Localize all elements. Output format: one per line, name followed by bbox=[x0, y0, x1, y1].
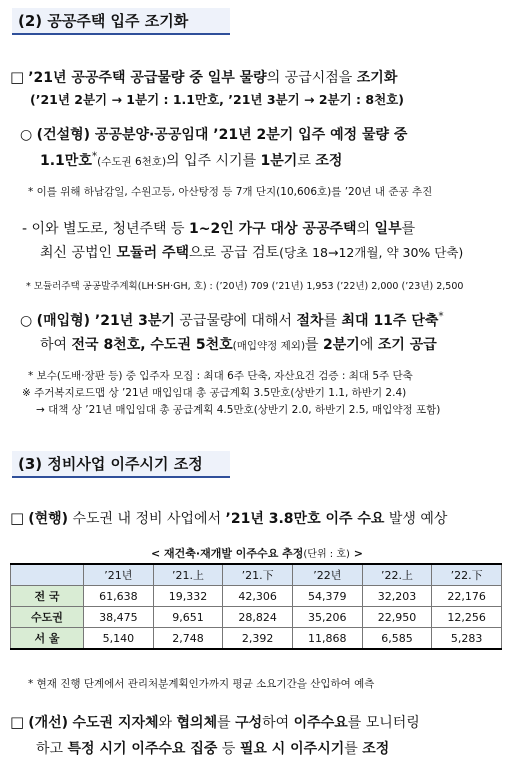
table-row-header: 서 울 bbox=[11, 628, 84, 650]
circle-bullet-icon: ○ bbox=[20, 127, 37, 143]
table-cell: 5,140 bbox=[84, 628, 154, 650]
section-2-point-1: □ ’21년 공공주택 공급물량 중 일부 물량의 공급시점을 조기화 bbox=[10, 68, 398, 86]
section-3-heading: (3) 정비사업 이주시기 조정 bbox=[12, 451, 230, 478]
section-2-point-1-detail: (’21년 2분기 → 1분기 : 1.1만호, ’21년 3분기 → 2분기 : 8천호) bbox=[30, 92, 404, 107]
table-row bbox=[11, 628, 502, 650]
circle-bullet-icon: ○ bbox=[20, 313, 37, 329]
table-header-cell: ’22년 bbox=[292, 564, 362, 586]
note-purchase-1: * 보수(도배·장판 등) 중 입주자 모집 : 최대 6주 단축, 자산요건 검증 : 최대 5주 단축 bbox=[28, 370, 413, 382]
modular-line-2: 최신 공법인 모듈러 주택으로 공급 검토(당초 18→12개월, 약 30% 단축) bbox=[40, 245, 464, 261]
table-header-cell: ’21.下 bbox=[223, 564, 293, 586]
modular-line-1: - 이와 별도로, 청년주택 등 1~2인 가구 대상 공공주택의 일부를 bbox=[22, 221, 416, 237]
square-bullet-icon: □ bbox=[10, 509, 25, 527]
table-row-header: 전 국 bbox=[11, 586, 84, 607]
square-bullet-icon: □ bbox=[10, 68, 25, 86]
table-cell: 11,868 bbox=[292, 628, 362, 650]
table-cell: 9,651 bbox=[153, 607, 223, 628]
note-modular-plan: * 모듈러주택 공공발주계획(LH·SH·GH, 호) : (’20년) 709 (’21년) 1,953 (’22년) 2,000 (’23년) 2,500 bbox=[26, 281, 464, 292]
section-2-heading: (2) 공공주택 입주 조기화 bbox=[12, 8, 230, 35]
table-cell: 19,332 bbox=[153, 586, 223, 607]
table-caption: < 재건축·재개발 이주수요 추정(단위 : 호) > bbox=[151, 547, 363, 560]
table-header-cell: ’22.下 bbox=[432, 564, 502, 586]
note-construction: * 이를 위해 하남감일, 수원고등, 아산탕정 등 7개 단지(10,606호)를 ’20년 내 준공 추진 bbox=[28, 186, 433, 198]
purchase-type-line-1: ○ (매입형) ’21년 3분기 공급물량에 대해서 절차를 최대 11주 단축* bbox=[20, 310, 444, 329]
table-cell: 54,379 bbox=[292, 586, 362, 607]
table-cell: 42,306 bbox=[223, 586, 293, 607]
note-purchase-2: ※ 주거복지로드맵 상 ’21년 매입임대 총 공급계획 3.5만호(상반기 1.1, 하반기 2.4) bbox=[22, 387, 407, 399]
table-cell: 28,824 bbox=[223, 607, 293, 628]
table-cell: 32,203 bbox=[362, 586, 432, 607]
section-3-improvement-line-1: □ (개선) 수도권 지자체와 협의체를 구성하여 이주수요를 모니터링 bbox=[10, 713, 420, 731]
table-cell: 6,585 bbox=[362, 628, 432, 650]
purchase-type-line-2: 하여 전국 8천호, 수도권 5천호(매입약정 제외)를 2분기에 조기 공급 bbox=[40, 337, 437, 353]
table-header-cell: ’22.上 bbox=[362, 564, 432, 586]
table-row bbox=[11, 607, 502, 628]
table-cell: 12,256 bbox=[432, 607, 502, 628]
table-cell: 22,950 bbox=[362, 607, 432, 628]
table-cell: 61,638 bbox=[84, 586, 154, 607]
table-cell: 5,283 bbox=[432, 628, 502, 650]
note-table: * 현재 진행 단계에서 관리처분계획인가까지 평균 소요기간을 산입하여 예측 bbox=[28, 678, 375, 690]
section-3-current: □ (현행) 수도권 내 정비 사업에서 ’21년 3.8만호 이주 수요 발생 예상 bbox=[10, 509, 448, 527]
table-cell: 35,206 bbox=[292, 607, 362, 628]
table-cell: 2,392 bbox=[223, 628, 293, 650]
table-header-cell: ’21.上 bbox=[153, 564, 223, 586]
note-purchase-3: → 대책 상 ’21년 매입임대 총 공급계획 4.5만호(상반기 2.0, 하반기 2.5, 매입약정 포함) bbox=[36, 404, 441, 416]
square-bullet-icon: □ bbox=[10, 713, 25, 731]
table-row-header: 수도권 bbox=[11, 607, 84, 628]
table-cell: 22,176 bbox=[432, 586, 502, 607]
table-corner-cell bbox=[11, 564, 84, 586]
table-cell: 2,748 bbox=[153, 628, 223, 650]
table-row bbox=[11, 586, 502, 607]
construction-type-line-1: ○ (건설형) 공공분양·공공임대 ’21년 2분기 입주 예정 물량 중 bbox=[20, 127, 408, 143]
migration-demand-table bbox=[10, 563, 502, 650]
section-3-improvement-line-2: 하고 특정 시기 이주수요 집중 등 필요 시 이주시기를 조정 bbox=[36, 741, 390, 757]
table-header-row bbox=[11, 564, 502, 586]
table-cell: 38,475 bbox=[84, 607, 154, 628]
table-header-cell: ’21년 bbox=[84, 564, 154, 586]
construction-type-line-2: 1.1만호*(수도권 6천호)의 입주 시기를 1분기로 조정 bbox=[40, 150, 343, 169]
